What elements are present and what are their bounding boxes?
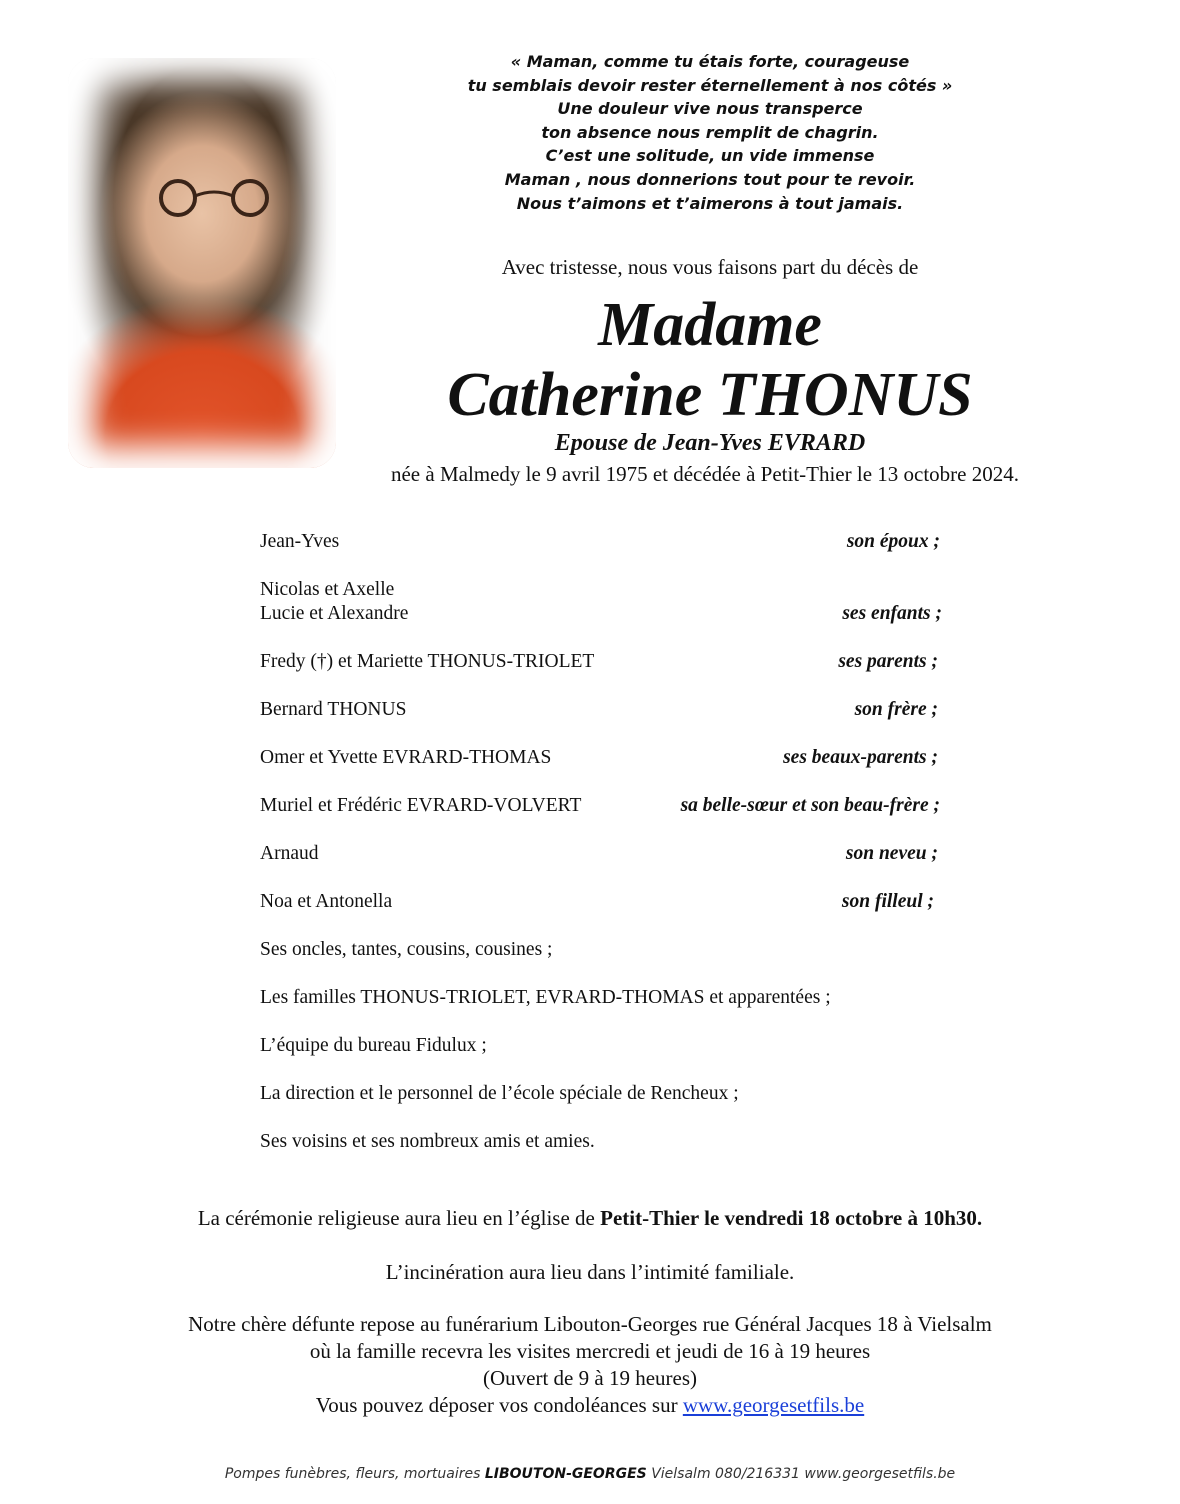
family-relation: sa belle-sœur et son beau-frère ; [680, 795, 940, 816]
condolences-line [0, 1393, 1180, 1418]
poem-line: « Maman, comme tu étais forte, courageuse [510, 52, 910, 71]
family-names: La direction et le personnel de l’école spéciale de Rencheux ; [260, 1083, 739, 1104]
family-names: Fredy (†) et Mariette THONUS-TRIOLET [260, 651, 595, 672]
condolences-link[interactable]: www.georgesetfils.be [682, 1393, 865, 1417]
birth-death-dates: née à Malmedy le 9 avril 1975 et décédée à Petit-Thier le 13 octobre 2024. [390, 462, 1019, 486]
family-names: Bernard THONUS [260, 699, 407, 720]
family-names: Omer et Yvette EVRARD-THOMAS [260, 747, 552, 768]
family-names: Nicolas et Axelle [260, 579, 395, 600]
glasses-illustration [146, 178, 282, 218]
footer-prefix: Pompes funèbres, fleurs, mortuaires [224, 1466, 485, 1482]
ceremony-prefix: La cérémonie religieuse aura lieu en l’église de [197, 1206, 601, 1230]
funerarium-line: où la famille recevra les visites mercredi et jeudi de 16 à 19 heures [309, 1339, 871, 1363]
family-names: Arnaud [260, 843, 319, 864]
poem-line: Maman , nous donnerions tout pour te revoir. [504, 169, 916, 189]
family-relation: son époux ; [846, 531, 940, 552]
ceremony-place-time: Petit-Thier le vendredi 18 octobre à 10h30. [600, 1206, 983, 1230]
poem [400, 50, 1020, 215]
footer [0, 1466, 1180, 1482]
family-names: Noa et Antonella [260, 891, 393, 912]
family-relation: ses enfants ; [842, 603, 942, 624]
deceased-name [330, 290, 1090, 430]
family-relation: ses beaux-parents ; [783, 747, 938, 768]
family-names: Ses voisins et ses nombreux amis et amies. [260, 1131, 595, 1152]
ceremony-info [0, 1206, 1180, 1231]
family-relation: ses parents ; [838, 651, 938, 672]
family-names: Les familles THONUS-TRIOLET, EVRARD-THOMAS et apparentées ; [260, 987, 831, 1008]
family-relation: son filleul ; [841, 891, 934, 912]
title-fullname: Catherine THONUS [447, 361, 973, 429]
poem-line: tu semblais devoir rester éternellement à nos côtés » [467, 75, 953, 95]
funerarium-line: Notre chère défunte repose au funérarium Libouton-Georges rue Général Jacques 18 à Vielsalm [188, 1312, 992, 1336]
family-relation: son neveu ; [845, 843, 938, 864]
family-relation: son frère ; [854, 699, 938, 720]
footer-contact: Vielsalm 080/216331 www.georgesetfils.be [646, 1466, 956, 1482]
spouse-line: Epouse de Jean-Yves EVRARD [554, 430, 866, 456]
condolences-prefix: Vous pouvez déposer vos condoléances sur [315, 1393, 683, 1417]
poem-line: Nous t’aimons et t’aimerons à tout jamais. [516, 193, 904, 213]
poem-line: C’est une solitude, un vide immense [545, 146, 875, 166]
portrait-photo [68, 58, 336, 468]
poem-line: ton absence nous remplit de chagrin. [541, 122, 879, 142]
poem-line: Une douleur vive nous transperce [557, 99, 863, 119]
cremation-info: L’incinération aura lieu dans l’intimité familiale. [385, 1260, 795, 1284]
funerarium-line: (Ouvert de 9 à 19 heures) [483, 1366, 697, 1390]
announcement-intro: Avec tristesse, nous vous faisons part du décès de [501, 255, 919, 279]
family-names: Lucie et Alexandre [260, 603, 409, 624]
family-names: Muriel et Frédéric EVRARD-VOLVERT [260, 795, 582, 816]
family-names: Jean-Yves [260, 531, 340, 552]
footer-company: LIBOUTON-GEORGES [484, 1466, 647, 1482]
family-names: Ses oncles, tantes, cousins, cousines ; [260, 939, 553, 960]
family-names: L’équipe du bureau Fidulux ; [260, 1035, 487, 1056]
title-honorific: Madame [598, 291, 822, 359]
